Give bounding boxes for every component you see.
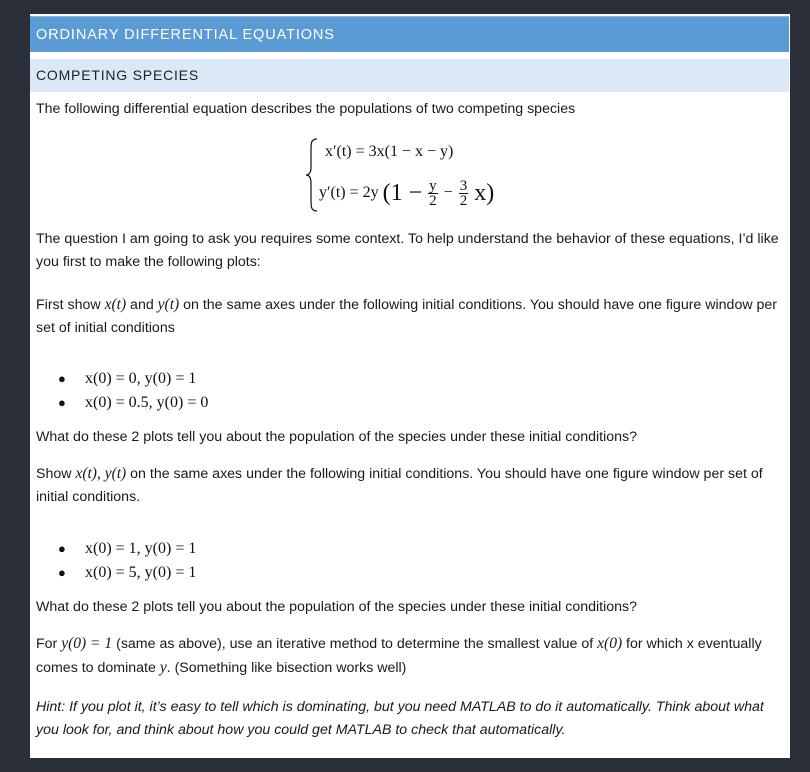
part3-mid: (same as above), use an iterative method to determine the smallest value of	[112, 636, 598, 652]
part3-x0: x(0)	[597, 635, 623, 652]
question1-paragraph: What do these 2 plots tell you about the population of the species under these initial conditions?	[36, 429, 638, 445]
part1-post: on the same axes under the following initial conditions. You should have one figure window per set of initial conditions	[36, 297, 778, 336]
part2-paragraph	[36, 462, 784, 509]
list-item	[58, 370, 196, 388]
fraction-numerator: y	[429, 178, 437, 194]
bullet-icon: ●	[58, 565, 66, 580]
bullet-icon: ●	[58, 395, 66, 410]
subsection-heading: COMPETING SPECIES	[30, 59, 789, 92]
list-item	[58, 540, 196, 558]
condition-text: x(0) = 0.5, y(0) = 0	[85, 394, 209, 411]
question2-paragraph: What do these 2 plots tell you about the population of the species under these initial conditions?	[36, 599, 638, 615]
bullet-icon: ●	[58, 541, 66, 556]
condition-text: x(0) = 5, y(0) = 1	[85, 564, 197, 581]
equation-y-close: x)	[474, 180, 495, 206]
part1-paragraph	[36, 293, 784, 340]
part2-xy: x(t), y(t)	[75, 465, 127, 482]
equation-y-lhs: y′(t) = 2y	[319, 184, 379, 202]
part2-post: on the same axes under the following initial conditions. You should have one figure window per set of initial conditions.	[36, 466, 763, 505]
part3-paragraph	[36, 632, 784, 680]
equation-system	[305, 137, 535, 213]
bullet-icon: ●	[58, 371, 66, 386]
left-brace-icon	[305, 137, 319, 213]
part3-mid2: for which x eventually comes to dominate	[36, 636, 762, 676]
equation-y	[319, 179, 494, 208]
equation-y-open: (1 −	[382, 180, 423, 206]
part1-xt: x(t)	[104, 296, 127, 313]
part1-and: and	[126, 297, 158, 313]
list-item	[58, 564, 196, 582]
hint-paragraph: Hint: If you plot it, it’s easy to tell which is dominating, but you need MATLAB to do it automatically. Think about what you look for, and think about how you could get MATLAB to check that automatically.	[36, 699, 764, 738]
part1-yt: y(t)	[157, 296, 180, 313]
fraction-3-over-2	[459, 179, 469, 208]
condition-text: x(0) = 0, y(0) = 1	[85, 370, 197, 387]
part3-y0: y(0) = 1	[61, 635, 113, 652]
part2-pre: Show	[36, 466, 76, 482]
part3-y: y	[159, 659, 167, 676]
part1-pre: First show	[36, 297, 105, 313]
part3-post: . (Something like bisection works well)	[166, 660, 407, 676]
list-item	[58, 394, 208, 412]
part3-pre: For	[36, 636, 62, 652]
context-paragraph: The question I am going to ask you requires some context. To help understand the behavior of these equations, I’d like you first to make the following plots:	[36, 231, 779, 270]
equation-minus: −	[443, 184, 453, 202]
section-heading: ORDINARY DIFFERENTIAL EQUATIONS	[30, 16, 789, 52]
fraction-numerator: 3	[459, 178, 468, 194]
intro-paragraph: The following differential equation describes the populations of two competing species	[36, 101, 576, 117]
fraction-y-over-2	[428, 179, 438, 208]
document-page	[30, 14, 790, 758]
equation-x: x′(t) = 3x(1 − x − y)	[325, 143, 454, 160]
condition-text: x(0) = 1, y(0) = 1	[85, 540, 197, 557]
fraction-denominator: 2	[429, 193, 437, 209]
fraction-denominator: 2	[459, 193, 468, 209]
